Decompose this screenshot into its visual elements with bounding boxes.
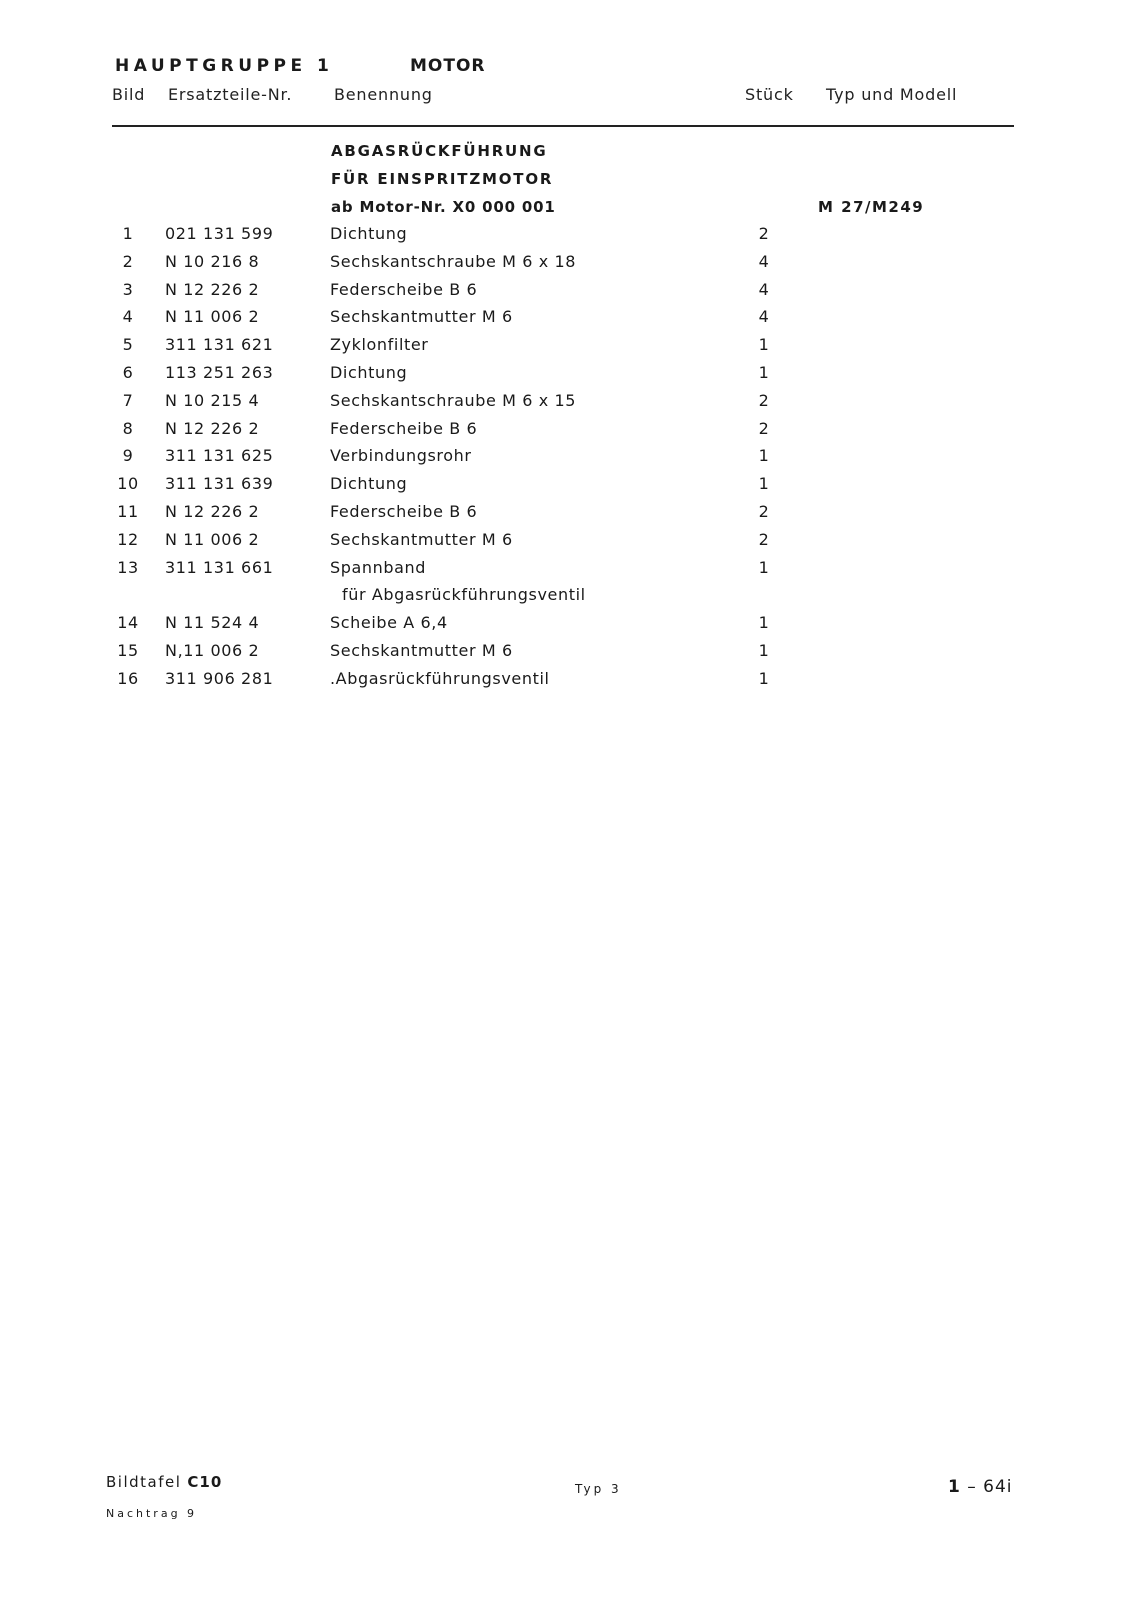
row-quantity: 4 — [758, 251, 770, 271]
row-quantity: 1 — [758, 335, 770, 355]
row-figure-number: 16 — [117, 668, 139, 688]
row-part-number: 113 251 263 — [165, 362, 274, 382]
group-title: MOTOR — [410, 56, 486, 76]
table-row — [0, 558, 1134, 586]
row-figure-number: 15 — [117, 640, 139, 660]
row-name: Sechskantmutter M 6 — [330, 307, 513, 327]
row-figure-number: 4 — [122, 307, 134, 327]
table-row — [0, 252, 1134, 280]
table-row — [0, 446, 1134, 474]
table-row — [0, 641, 1134, 669]
row-quantity: 2 — [758, 224, 770, 243]
column-header-name: Benennung — [334, 85, 433, 104]
row-figure-number: 6 — [122, 362, 134, 382]
main-group-heading: HAUPTGRUPPE 1 — [115, 56, 334, 76]
header-divider — [112, 125, 1014, 127]
row-quantity: 1 — [758, 474, 770, 494]
table-row — [0, 224, 1134, 252]
row-part-number: 311 131 661 — [165, 557, 274, 577]
row-part-number: 021 131 599 — [165, 224, 274, 243]
table-row — [0, 419, 1134, 447]
row-name: für Abgasrückführungsventil — [342, 585, 586, 605]
row-figure-number: 13 — [117, 557, 139, 577]
row-part-number: N 12 226 2 — [165, 279, 260, 299]
row-name: Zyklonfilter — [330, 335, 429, 355]
row-name: Sechskantschraube M 6 x 15 — [330, 390, 577, 410]
row-quantity: 4 — [758, 307, 770, 327]
row-part-number: 311 131 621 — [165, 335, 274, 355]
row-quantity: 1 — [758, 557, 770, 577]
row-name: Scheibe A 6,4 — [330, 613, 448, 633]
footer-type: Typ 3 — [575, 1482, 622, 1496]
row-part-number: N 11 006 2 — [165, 529, 260, 549]
row-quantity: 1 — [758, 640, 770, 660]
page-number — [948, 1477, 1013, 1497]
table-row — [0, 363, 1134, 391]
table-row — [0, 280, 1134, 308]
row-quantity: 1 — [758, 668, 770, 688]
row-quantity: 1 — [758, 362, 770, 382]
row-quantity: 4 — [758, 279, 770, 299]
row-part-number: N 11 524 4 — [165, 613, 260, 633]
row-name: Sechskantschraube M 6 x 18 — [330, 251, 577, 271]
bildtafel-text: Bildtafel — [106, 1473, 182, 1491]
row-part-number: 311 906 281 — [165, 668, 274, 688]
section-type-model: M 27/M249 — [818, 198, 925, 216]
table-row — [0, 391, 1134, 419]
row-part-number: N,11 006 2 — [165, 640, 260, 660]
row-figure-number: 10 — [117, 474, 139, 494]
row-name: Dichtung — [330, 362, 408, 382]
row-figure-number: 9 — [122, 446, 134, 466]
row-part-number: N 10 216 8 — [165, 251, 260, 271]
page-number-suffix: – 64i — [967, 1477, 1013, 1497]
row-part-number: N 10 215 4 — [165, 390, 260, 410]
row-name: Federscheibe B 6 — [330, 501, 478, 521]
table-row — [0, 613, 1134, 641]
section-title-line-1: ABGASRÜCKFÜHRUNG — [331, 142, 548, 160]
section-title-line-2: FÜR EINSPRITZMOTOR — [331, 170, 554, 188]
column-header-bild: Bild — [112, 85, 146, 104]
row-name: Dichtung — [330, 224, 408, 243]
bildtafel-label — [106, 1473, 222, 1491]
row-part-number: 311 131 625 — [165, 446, 274, 466]
row-figure-number: 14 — [117, 613, 139, 633]
table-row — [0, 502, 1134, 530]
row-part-number: 311 131 639 — [165, 474, 274, 494]
section-title-line-3: ab Motor-Nr. X0 000 001 — [331, 198, 556, 216]
table-row — [0, 474, 1134, 502]
row-figure-number: 7 — [122, 390, 134, 410]
row-figure-number: 11 — [117, 501, 139, 521]
row-part-number: N 12 226 2 — [165, 501, 260, 521]
parts-list — [0, 224, 1134, 697]
table-row — [0, 530, 1134, 558]
row-part-number: N 11 006 2 — [165, 307, 260, 327]
row-quantity: 1 — [758, 613, 770, 633]
bildtafel-value: C10 — [187, 1473, 223, 1491]
column-header-type-model: Typ und Modell — [826, 85, 958, 104]
nachtrag-label: Nachtrag 9 — [106, 1507, 198, 1520]
table-row — [0, 669, 1134, 697]
table-row — [0, 307, 1134, 335]
row-name: Verbindungsrohr — [330, 446, 472, 466]
table-row — [0, 335, 1134, 363]
row-name: .Abgasrückführungsventil — [330, 668, 550, 688]
row-name: Sechskantmutter M 6 — [330, 640, 513, 660]
row-quantity: 2 — [758, 501, 770, 521]
row-name: Federscheibe B 6 — [330, 418, 478, 438]
column-header-part-number: Ersatzteile-Nr. — [168, 85, 293, 104]
row-name: Dichtung — [330, 474, 408, 494]
row-name: Sechskantmutter M 6 — [330, 529, 513, 549]
row-figure-number: 3 — [122, 279, 134, 299]
row-quantity: 2 — [758, 418, 770, 438]
row-figure-number: 2 — [122, 251, 134, 271]
row-figure-number: 8 — [122, 418, 134, 438]
row-figure-number: 5 — [122, 335, 134, 355]
row-quantity: 2 — [758, 390, 770, 410]
row-name: Federscheibe B 6 — [330, 279, 478, 299]
row-name: Spannband — [330, 557, 427, 577]
row-quantity: 2 — [758, 529, 770, 549]
row-figure-number: 1 — [122, 224, 134, 243]
row-part-number: N 12 226 2 — [165, 418, 260, 438]
row-quantity: 1 — [758, 446, 770, 466]
column-header-quantity: Stück — [745, 85, 794, 104]
page-number-prefix: 1 — [948, 1477, 961, 1497]
row-figure-number: 12 — [117, 529, 139, 549]
table-row-continuation — [0, 585, 1134, 613]
